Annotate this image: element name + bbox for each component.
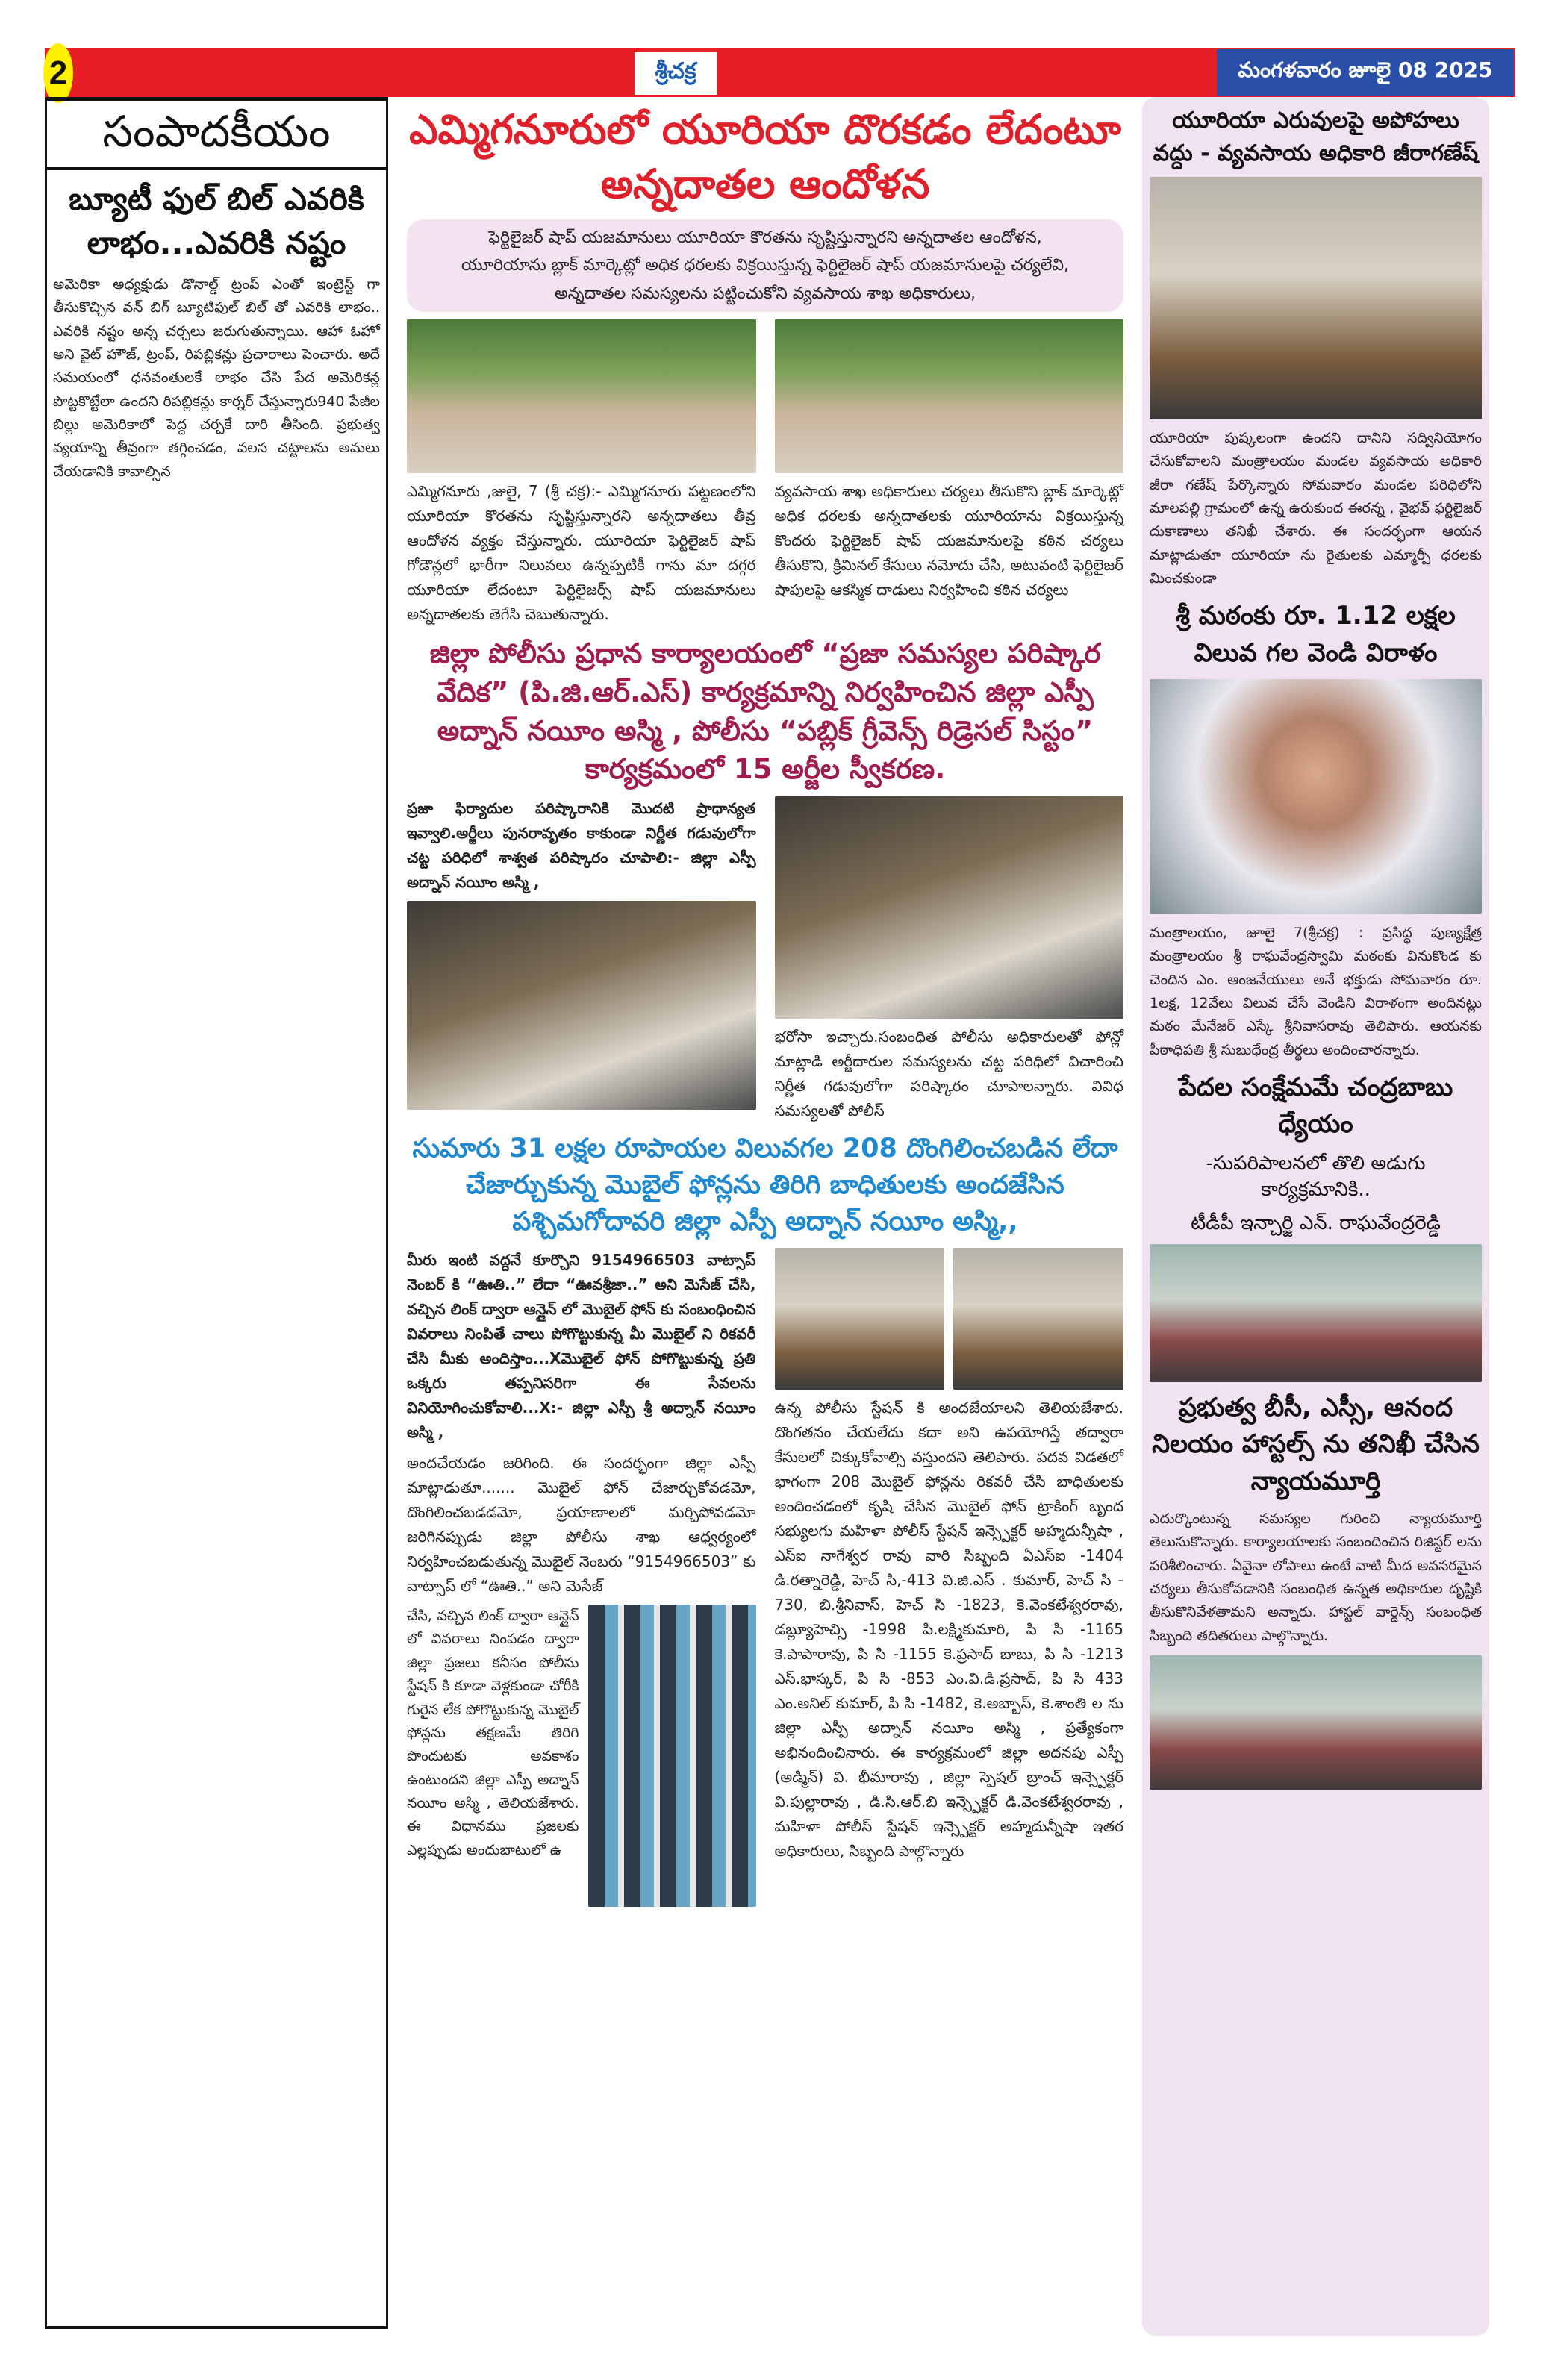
page-number: 2 (43, 43, 73, 103)
main-news-column (403, 97, 1127, 1913)
hostel-students-photo (1150, 1655, 1482, 1790)
mobile-story-columns (407, 1248, 1123, 1907)
divider (47, 167, 386, 170)
newspaper-logo: శ్రీచక్ర (635, 52, 717, 95)
police-story-left (407, 796, 756, 1110)
lead-headline: ఎమ్మిగనూరులో యూరియా దొరకడం లేదంటూ అన్నదాతల ఆందోళన (409, 106, 1121, 207)
mobile-left-lower (407, 1605, 756, 1907)
sp-handover-photo (775, 1248, 945, 1390)
farmers-protest-photo-2 (775, 319, 1124, 473)
mobile-body-left-narrow: చేసి, వచ్చిన లింక్ ద్వారా ఆన్లైన్ లో వివరాలు నింపడం ద్వారా జిల్లా ప్రజలు కనీసం పోలీసు స్టేషన్ కి కూడా వెళ్లకుండా చోరీకి గురైన లేక పోగొట్టుకున్న మొబైల్ ఫోన్లను తక్షణమే తిరిగి పొందుటకు అవకాశం ఉంటుందని జిల్లా ఎస్పీ అద్నాన్ నయీం అస్మి , తెలియజేశారు. ఈ విధానము ప్రజలకు ఎల్లప్పుడు అందుబాటులో ఉ (407, 1608, 579, 1858)
mobile-story-left (407, 1248, 756, 1907)
lead-summary-box (407, 219, 1123, 312)
lead-story-columns (407, 319, 1123, 627)
mobile-headline: సుమారు 31 లక్షల రూపాయల విలువగల 208 దొంగిలించబడిన లేదా చేజార్చుకున్న మొబైల్ ఫోన్లను తిరిగి బాధితులకు అందజేసిన పశ్చిమగోదావరి జిల్లా ఎస్పీ అద్నాన్ నయీం అస్మి,, (412, 1134, 1118, 1237)
issue-date: మంగళవారం జూలై 08 2025 (1217, 49, 1514, 96)
recovered-phones-photo (588, 1605, 756, 1907)
urea-advice-body: యూరియా పుష్కలంగా ఉందని దానిని సద్వినియోగం చేసుకోవాలని మంత్రాలయం మండల వ్యవసాయ అధికారి జీరా గణేష్ పేర్కొన్నారు సోమవారం మండల పరిధిలోని మాలపల్లి గ్రామంలో ఉన్న ఉరుకుంద ఈరన్న , వైభవ్ ఫర్టిలైజర్ దుకాణాలు తనిఖీ చేశారు. ఈ సందర్భంగా ఆయన మాట్లాడుతూ యూరియా ను రైతులకు ఎమ్మార్పీ ధరలకు మించకుండా (1150, 430, 1482, 587)
police-body-right: భరోసా ఇచ్చారు.సంబంధిత పోలీసు అధికారులతో ఫోన్లో మాట్లాడి అర్జీదారుల సమస్యలను చట్ట పరిధిలో విచారించి నిర్ణీత గడువులోగా పరిష్కారం చూపాలన్నారు. వివిధ సమస్యలతో పోలీస్ (774, 1028, 1123, 1120)
summary-line: అన్నదాతల సమస్యలను పట్టించుకోని వ్యవసాయ శాఖ అధికారులు, (555, 284, 976, 303)
urea-advice-headline: యూరియా ఎరువులపై అపోహలు వద్దు - వ్యవసాయ అధికారి జీరాగణేష్ (1153, 107, 1479, 166)
lead-body-left: ఎమ్మిగనూరు ,జులై, 7 (శ్రీ చక్ర):- ఎమ్మిగనూరు పట్టణంలోని యూరియా కొరతను సృష్టిస్తున్నారని అన్నదాతలు తీవ్ర ఆందోళన వ్యక్తం చేస్తున్నారు. యూరియా ఫెర్టిలైజర్ షాప్ గోడౌన్లలో భారీగా నిలువలు ఉన్నప్పటికీ గాను మా దగ్గర యూరియా లేదంటూ ఫెర్టిలైజర్స్ షాప్ యజమానులు అన్నదాతలకు తెగేసి చెబుతున్నారు. (407, 481, 756, 623)
right-news-panel (1142, 97, 1489, 2336)
hostel-inspection-body: ఎదుర్కొంటున్న సమస్యల గురించి న్యాయమూర్తి తెలుసుకొన్నారు. కార్యాలయాలకు సంబందించిన రిజిస్టర్ లను పరిశీలించారు. ఏవైనా లోపాలు ఉంటే వాటి మీద అవసరమైన చర్యలు తీసుకోవడానికి సంబంధిత ఉన్నత అధికారుల దృష్టికి తీసుకొనివేళతామని అన్నారు. హాస్టల్ వార్డెన్స్ సంబంధిత సిబ్బంది తదితరులు పాల్గొన్నారు. (1150, 1510, 1482, 1644)
editorial-body: అమెరికా అధ్యక్షుడు డొనాల్డ్ ట్రంప్ ఎంతో ఇంట్రెస్ట్ గా తీసుకొచ్చిన వన్ బిగ్ బ్యూటిఫుల్ బిల్ తో ఎవరికి లాభం.. ఎవరికి నష్టం అన్న చర్చలు జరుగుతున్నాయి. ఆహా ఓహో అని వైట్ హౌజ్, ట్రంప్, రిపబ్లికన్లు ప్రచారాలు పెంచారు. అదే సమయంలో ధనవంతులకే లాభం చేసి పేద అమెరికన్ల పొట్టకొట్టేలా ఉందని రిపబ్లికన్లు కార్నర్ చేస్తున్నారు940 పేజీల బిల్లు అమెరికాలో పెద్ద చర్చకే దారి తీసింది. ప్రభుత్వ వ్యయాన్ని తీవ్రంగా తగ్గించడం, వలస చట్టాలను అమలు చేయడానికి కావాల్సిన (53, 275, 380, 480)
summary-line: ఫెర్టిలైజర్ షాప్ యజమానులు యూరియా కొరతను సృష్టిస్తున్నారని అన్నదాతల ఆందోళన, (488, 228, 1042, 247)
mobile-story-right (775, 1248, 1124, 1864)
mobile-lead: మీరు ఇంటి వద్దనే కూర్చొని 9154966503 వాట్సాప్ నెంబర్ కి “ఊతి..” లేదా “ఊవశ్రీజా..” అని మెసేజ్ చేసి, వచ్చిన లింక్ ద్వారా ఆన్లైన్ లో మొబైల్ ఫోన్ కు సంబంధించిన వివరాలు నింపితే చాలు పోగొట్టుకున్న మీ మొబైల్ ని రికవరీ చేసి మీకు అందిస్తాం...Xమొబైల్ ఫోన్ పోగొట్టుకున్న ప్రతి ఒక్కరు తప్పనిసరిగా ఈ సేవలను వినియోగించుకోవాలి...X:- జిల్లా ఎస్పీ శ్రీ అద్నాన్ నయీం అస్మి , (407, 1251, 756, 1442)
lead-story-left (407, 319, 756, 627)
lead-body-right: వ్యవసాయ శాఖ అధికారులు చర్యలు తీసుకొని బ్లాక్ మార్కెట్లో అధిక ధరలకు అన్నదాతలకు యూరియాను విక్రయిస్తున్న కొందరు ఫెర్టిలైజర్ షాప్ యజమానులపై కఠిన చర్యలు తీసుకొని, క్రిమినల్ కేసులు నమోదు చేసి, అటువంటి ఫెర్టిలైజర్ షాపులపై ఆకస్మిక దాడులు నిర్వహించి కఠిన చర్యలు (774, 481, 1123, 599)
tdp-event-photo (1150, 1244, 1482, 1382)
farmers-protest-photo (407, 319, 756, 473)
summary-line: యూరియాను బ్లాక్ మార్కెట్లో అధిక ధరలకు విక్రయిస్తున్న ఫెర్టిలైజర్ షాప్ యజమానులపై చర్యలేవి, (461, 256, 1070, 275)
silver-donation-headline: శ్రీ మఠంకు రూ. 1.12 లక్షల విలువ గల వెండి విరాళం (1176, 601, 1456, 668)
mobile-body-right: ఉన్న పోలీసు స్టేషన్ కి అందజేయాలని తెలియజేశారు. దొంగతనం చేయలేదు కదా అని ఉపయోగిస్తే తద్వారా కేసులలో చిక్కుకోవాల్సి వస్తుందని తెలిపారు. పదవ విడతలో భాగంగా 208 మొబైల్ ఫోన్లను రికవరీ చేసి బాధితులకు అందించడంలో కృషి చేసిన మొబైల్ ఫోన్ ట్రాకింగ్ బృంద సభ్యులగు మహిళా పోలీస్ స్టేషన్ ఇన్స్పెక్టర్ అహ్మదున్నీషా , ఎస్ఐ నాగేశ్వర రావు వారి సిబ్బంది ఏఎస్ఐ -1404 డి.రత్నారెడ్డి, హెచ్ సి,-413 వి.జి.ఎస్ . కుమార్, హెచ్ సి - 730, బి.శ్రీనివాస్, హెచ్ సి -1823, కె.వెంకటేశ్వరరావు, డబ్ల్యూహెచ్సి -1998 పి.లక్ష్మికుమారి, పి సి -1165 కె.పాపారావు, పి సి -1155 కె.ప్రసాద్ బాబు, పి సి -1213 ఎస్.భాస్కర్, పి సి -853 ఎం.వి.డి.ప్రసాద్, పి సి 433 ఎం.అనిల్ కుమార్, పి సి -1482, కె.అబ్బాస్, కె.శాంతి ల ను జిల్లా ఎస్పీ అద్నాన్ నయీం అస్మి , ప్రత్యేకంగా అభినందించినారు. ఈ కార్యక్రమంలో జిల్లా అదనపు ఎస్పీ (అడ్మిన్) వి. భీమారావు , జిల్లా స్పెషల్ బ్రాంచ్ ఇన్స్పెక్టర్ వి.పుల్లారావు , డి.సి.ఆర్.బి ఇన్స్పెక్టర్ డి.వెంకటేశ్వరరావు , మహిళా పోలీస్ స్టేషన్ ఇన్స్పెక్టర్ అహ్మదున్నీషా ఇతర అధికారులు, సిబ్బంది పాల్గొన్నారు (774, 1399, 1123, 1861)
devotee-portrait-photo (1150, 679, 1482, 914)
sp-meeting-photo (407, 901, 756, 1110)
editorial-column (45, 97, 388, 2329)
editorial-section-title: సంపాదకీయం (102, 106, 331, 157)
handover-photos (775, 1248, 1124, 1390)
hostel-inspection-headline: ప్రభుత్వ బీసీ, ఎస్సీ, ఆనంద నిలయం హాస్టల్స్ ను తనిఖీ చేసిన న్యాయమూర్తి (1152, 1392, 1480, 1496)
sp-grievance-photo (775, 796, 1124, 1019)
police-lead: ప్రజా ఫిర్యాదుల పరిష్కారానికి మొదటి ప్రాధాన్యత ఇవ్వాలి.అర్జీలు పునరావృతం కాకుండా నిర్ణీత గడువులోగా చట్ట పరిధిలో శాశ్వత పరిష్కారం చూపాలి:- జిల్లా ఎస్పీ అద్నాన్ నయీం అస్మి , (407, 799, 756, 892)
welfare-headline: పేదల సంక్షేమమే చంద్రబాబు ధ్యేయం (1178, 1072, 1453, 1140)
police-headline: జిల్లా పోలీసు ప్రధాన కార్యాలయంలో “ప్రజా సమస్యల పరిష్కార వేదిక” (పి.జి.ఆర్.ఎస్) కార్యక్రమాన్ని నిర్వహించిన జిల్లా ఎస్పీ అద్నాన్ నయీం అస్మి , పోలీసు “పబ్లిక్ గ్రీవెన్స్ రిడ్రెసల్ సిస్టం” కార్యక్రమంలో 15 అర్జీల స్వీకరణ. (429, 637, 1101, 786)
sp-handover-photo-2 (953, 1248, 1123, 1390)
silver-donation-body: మంత్రాలయం, జూలై 7(శ్రీచక్ర) : ప్రసిద్ధ పుణ్యక్షేత్ర మంత్రాలయం శ్రీ రాఘవేంద్రస్వామి మఠంకు వినుకొండ కు చెందిన ఎం. ఆంజనేయులు అనే భక్తుడు సోమవారం రూ. 1లక్ష, 12వేలు విలువ చేసే వెండిని విరాళంగా అందినట్లు మఠం మేనేజర్ ఎస్కే శ్రీనివాసరావు తెలిపారు. ఆయనకు పీఠాధిపతి శ్రీ సుబుధేంద్ర తీర్థలు అందించారన్నారు. (1150, 925, 1482, 1058)
police-story-columns (407, 796, 1123, 1123)
lead-story-right (775, 319, 1124, 602)
welfare-subheadline-2: టీడీపీ ఇన్చార్జి ఎన్. రాఘవేంద్రరెడ్డి (1191, 1211, 1441, 1234)
police-story-right (775, 796, 1124, 1123)
mobile-body-left: అందచేయడం జరిగింది. ఈ సందర్భంగా జిల్లా ఎస్పీ మాట్లాడుతూ....... మొబైల్ ఫోన్ చేజార్చుకోవడమో, దొంగిలించబడడమో, ప్రయాణాలలో మర్చిపోవడమో జరిగినప్పుడు జిల్లా పోలీసు శాఖ ఆధ్వర్యంలో నిర్వహించబడుతున్న మొబైల్ నెంబరు “9154966503” కు వాట్సాప్ లో “ఊతి..” అని మెసేజ్ (407, 1454, 756, 1596)
agri-officer-photo (1150, 177, 1482, 419)
welfare-subheadline: -సుపరిపాలనలో తొలి అడుగు కార్యక్రమానికి.. (1206, 1152, 1426, 1201)
editorial-headline: బ్యూటీ ఫుల్ బిల్ ఎవరికి లాభం...ఎవరికి నష్టం (69, 181, 364, 262)
